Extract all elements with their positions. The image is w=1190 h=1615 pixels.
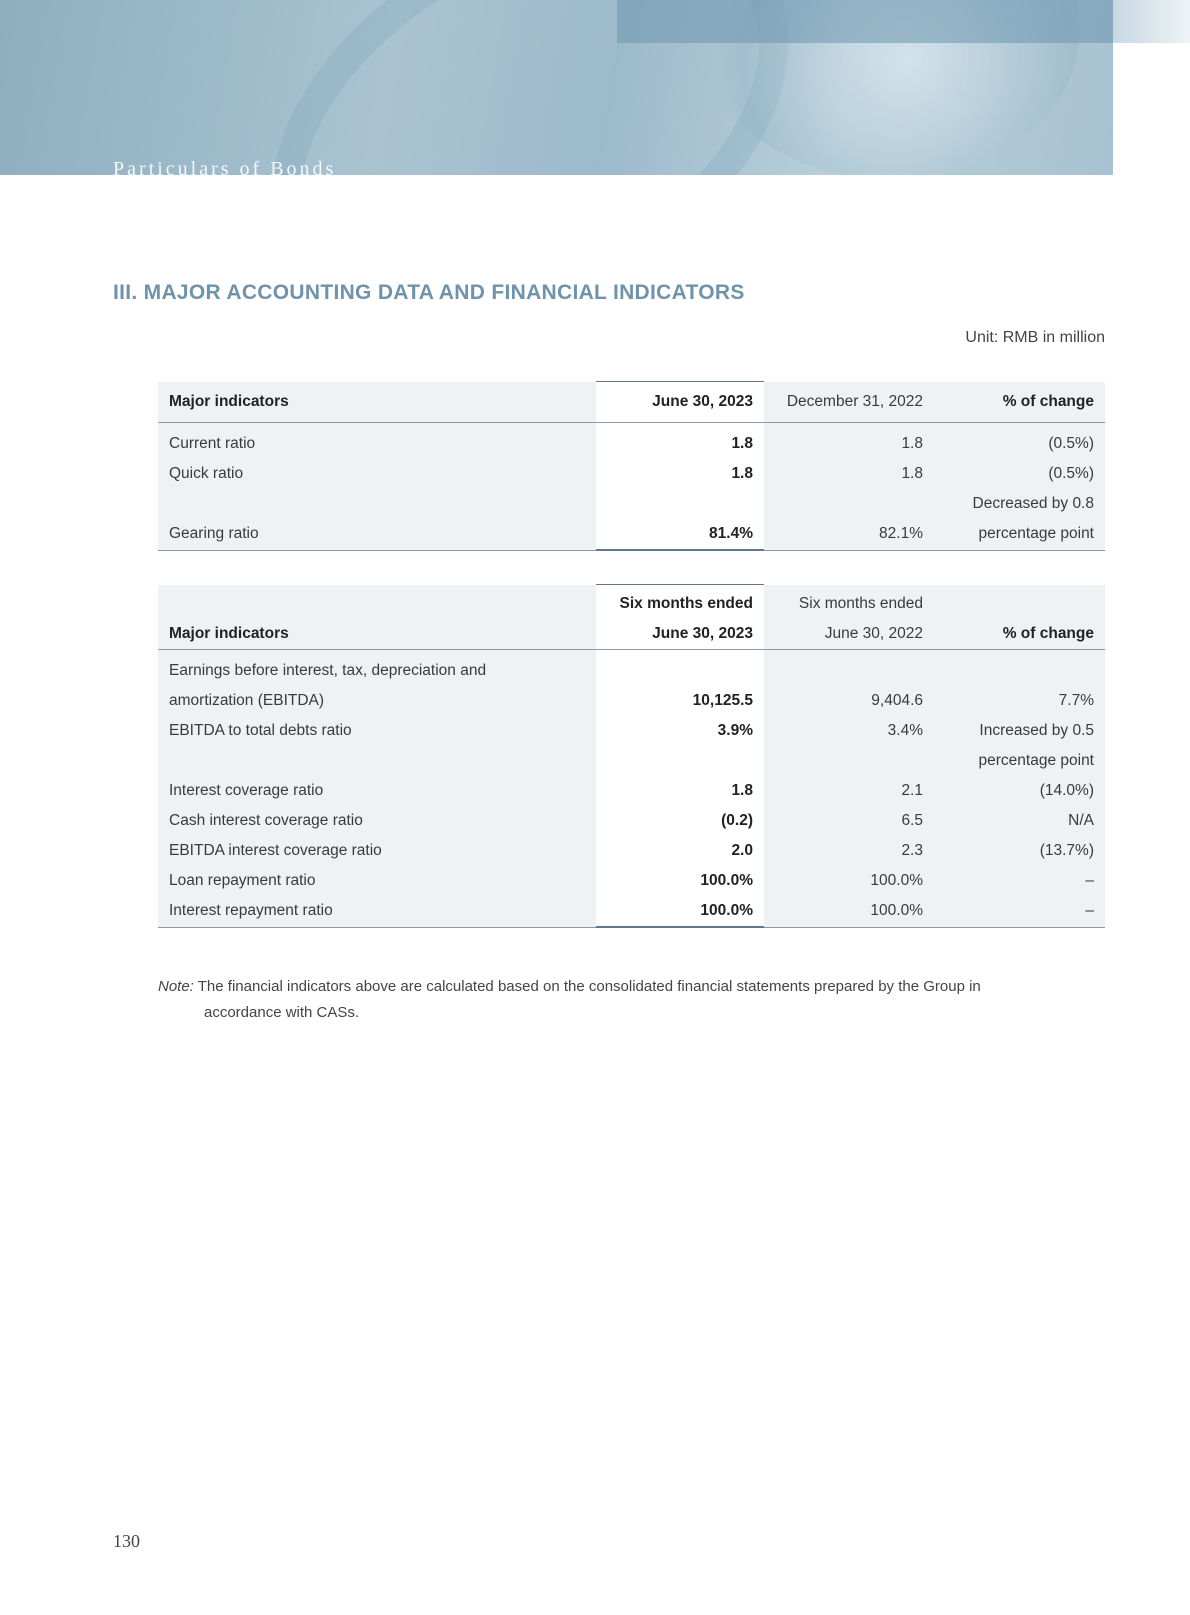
- indicator-name: Quick ratio: [158, 459, 596, 489]
- indicator-name: amortization (EBITDA): [158, 686, 596, 716]
- header-banner: [0, 0, 1113, 175]
- page-number: 130: [113, 1531, 140, 1551]
- prior-value: 2.1: [764, 776, 934, 806]
- column-header: % of change: [934, 619, 1105, 650]
- prior-value: [764, 746, 934, 776]
- indicator-name: EBITDA interest coverage ratio: [158, 836, 596, 866]
- column-header: Six months ended: [764, 585, 934, 620]
- footnote: [158, 974, 1105, 1026]
- indicator-name: Interest repayment ratio: [158, 896, 596, 927]
- current-value: [596, 650, 764, 687]
- table-row: [158, 686, 1105, 716]
- column-header: [934, 585, 1105, 620]
- table-row: [158, 746, 1105, 776]
- table-row: [158, 806, 1105, 836]
- table-row: [158, 896, 1105, 927]
- unit-label: Unit: RMB in million: [965, 329, 1105, 346]
- table-header-row: [158, 585, 1105, 620]
- column-header: December 31, 2022: [764, 382, 934, 423]
- change-value: Decreased by 0.8: [934, 489, 1105, 519]
- indicator-name: [158, 489, 596, 519]
- column-header: % of change: [934, 382, 1105, 423]
- table-row: [158, 423, 1105, 460]
- prior-value: 2.3: [764, 836, 934, 866]
- prior-value: 1.8: [764, 423, 934, 460]
- prior-value: 100.0%: [764, 866, 934, 896]
- column-header: Major indicators: [158, 382, 596, 423]
- period-indicators-table: [158, 584, 1105, 928]
- indicator-name: Current ratio: [158, 423, 596, 460]
- current-value: (0.2): [596, 806, 764, 836]
- change-value: –: [934, 866, 1105, 896]
- current-value: 100.0%: [596, 866, 764, 896]
- column-header: June 30, 2023: [596, 382, 764, 423]
- change-value: Increased by 0.5: [934, 716, 1105, 746]
- current-value: 100.0%: [596, 896, 764, 927]
- indicator-name: EBITDA to total debts ratio: [158, 716, 596, 746]
- prior-value: [764, 650, 934, 687]
- table-row: [158, 866, 1105, 896]
- prior-value: 3.4%: [764, 716, 934, 746]
- change-value: –: [934, 896, 1105, 927]
- prior-value: 9,404.6: [764, 686, 934, 716]
- table-header-row: [158, 619, 1105, 650]
- indicator-name: Loan repayment ratio: [158, 866, 596, 896]
- change-value: (13.7%): [934, 836, 1105, 866]
- table-row: [158, 716, 1105, 746]
- current-value: 1.8: [596, 459, 764, 489]
- change-value: percentage point: [934, 519, 1105, 550]
- change-value: N/A: [934, 806, 1105, 836]
- banner-overlay-box: [617, 0, 1113, 43]
- column-header: June 30, 2022: [764, 619, 934, 650]
- change-value: (0.5%): [934, 423, 1105, 460]
- column-header: [158, 585, 596, 620]
- current-value: 2.0: [596, 836, 764, 866]
- current-value: 10,125.5: [596, 686, 764, 716]
- indicator-name: Gearing ratio: [158, 519, 596, 550]
- prior-value: [764, 489, 934, 519]
- column-header: June 30, 2023: [596, 619, 764, 650]
- change-value: (0.5%): [934, 459, 1105, 489]
- note-text-continued: accordance with CASs.: [204, 1004, 360, 1021]
- table-row: [158, 489, 1105, 519]
- current-value: 3.9%: [596, 716, 764, 746]
- table-row: [158, 459, 1105, 489]
- prior-value: 6.5: [764, 806, 934, 836]
- current-value: 81.4%: [596, 519, 764, 550]
- column-header: Major indicators: [158, 619, 596, 650]
- banner-strip: [1113, 0, 1190, 43]
- table-row: [158, 836, 1105, 866]
- table-row: [158, 776, 1105, 806]
- indicator-name: Interest coverage ratio: [158, 776, 596, 806]
- current-value: 1.8: [596, 776, 764, 806]
- indicator-name: Earnings before interest, tax, depreciation and: [158, 650, 596, 687]
- column-header: Six months ended: [596, 585, 764, 620]
- change-value: (14.0%): [934, 776, 1105, 806]
- table-row: [158, 650, 1105, 687]
- change-value: percentage point: [934, 746, 1105, 776]
- indicator-name: Cash interest coverage ratio: [158, 806, 596, 836]
- change-value: 7.7%: [934, 686, 1105, 716]
- indicator-name: [158, 746, 596, 776]
- prior-value: 100.0%: [764, 896, 934, 927]
- prior-value: 82.1%: [764, 519, 934, 550]
- table-row: [158, 519, 1105, 550]
- current-value: 1.8: [596, 423, 764, 460]
- current-value: [596, 489, 764, 519]
- current-value: [596, 746, 764, 776]
- change-value: [934, 650, 1105, 687]
- table-header-row: [158, 382, 1105, 423]
- note-label: Note:: [158, 978, 194, 995]
- section-title: Particulars of Bonds: [113, 158, 337, 180]
- balance-indicators-table: [158, 381, 1105, 551]
- note-text: The financial indicators above are calculated based on the consolidated financial statements prepared by the Group in: [197, 978, 981, 995]
- page-heading: III. MAJOR ACCOUNTING DATA AND FINANCIAL INDICATORS: [113, 281, 745, 304]
- prior-value: 1.8: [764, 459, 934, 489]
